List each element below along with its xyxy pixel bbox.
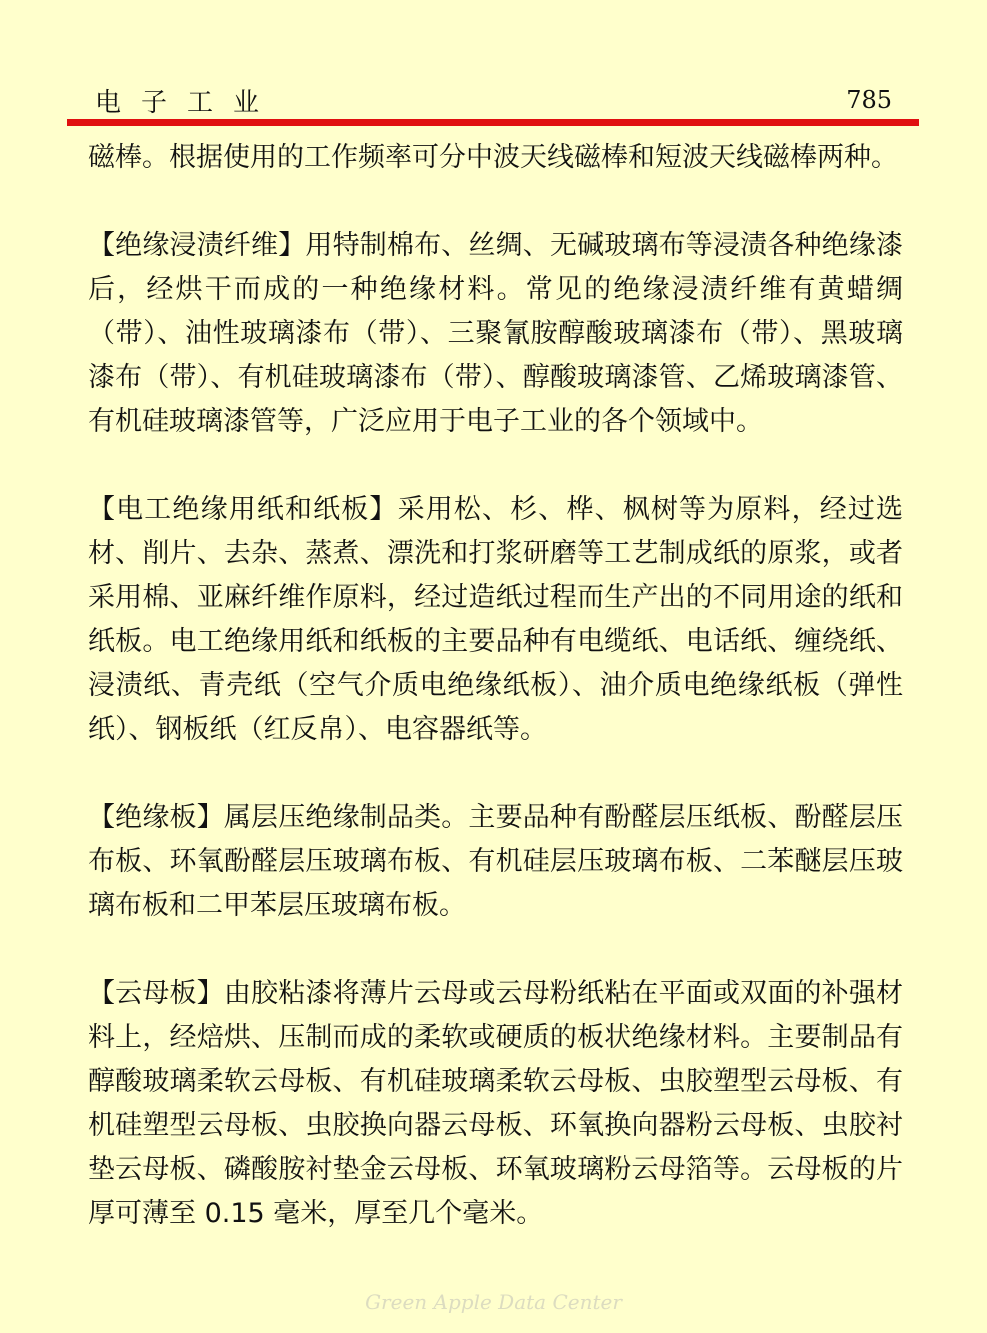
paragraph-continuation (88, 136, 903, 180)
entry-text: 用特制棉布、丝绸、无碱玻璃布等浸渍各种绝缘漆后，经烘干而成的一种绝缘材料。常见的绝缘浸渍纤维有黄蜡绸（带）、油性玻璃漆布（带）、三聚氰胺醇酸玻璃漆布（带）、黑玻璃漆布（带）、有机硅玻璃漆布（带）、醇酸玻璃漆管、乙烯玻璃漆管、有机硅玻璃漆管等，广泛应用于电子工业的各个领域中。 (88, 230, 904, 437)
entry-term: 【绝缘板】 (88, 802, 224, 833)
paragraph-text: 磁棒。根据使用的工作频率可分中波天线磁棒和短波天线磁棒两种。 (88, 142, 898, 173)
running-header (95, 82, 892, 116)
entry-mica-board (88, 972, 903, 1236)
page-body (88, 136, 903, 1280)
entry-text: 由胶粘漆将薄片云母或云母粉纸粘在平面或双面的补强材料上，经焙烘、压制而成的柔软或硬质的板状绝缘材料。主要制品有醇酸玻璃柔软云母板、有机硅玻璃柔软云母板、虫胶塑型云母板、有机硅塑型云母板、虫胶换向器云母板、环氧换向器粉云母板、虫胶衬垫云母板、磷酸胺衬垫金云母板、环氧玻璃粉云母箔等。云母板的片厚可薄至 0.15 毫米，厚至几个毫米。 (88, 978, 904, 1229)
entry-insulating-board (88, 796, 903, 928)
entry-term: 【云母板】 (88, 978, 224, 1009)
watermark: Green Apple Data Center (365, 1290, 622, 1314)
page-number: 785 (846, 86, 892, 114)
entry-insulating-paper-and-board (88, 488, 903, 752)
header-divider (67, 119, 919, 126)
entry-term: 【电工绝缘用纸和纸板】 (88, 494, 398, 525)
entry-insulating-impregnated-fiber (88, 224, 903, 444)
header-title: 电子工业 (95, 88, 280, 118)
entry-text: 属层压绝缘制品类。主要品种有酚醛层压纸板、酚醛层压布板、环氧酚醛层压玻璃布板、有机硅层压玻璃布板、二苯醚层压玻璃布板和二甲苯层压玻璃布板。 (88, 802, 904, 921)
entry-text: 采用松、杉、桦、枫树等为原料，经过选材、削片、去杂、蒸煮、漂洗和打浆研磨等工艺制成纸的原浆，或者采用棉、亚麻纤维作原料，经过造纸过程而生产出的不同用途的纸和纸板。电工绝缘用纸和纸板的主要品种有电缆纸、电话纸、缠绕纸、浸渍纸、青壳纸（空气介质电绝缘纸板）、油介质电绝缘纸板（弹性纸）、钢板纸（红反帛）、电容器纸等。 (88, 494, 904, 745)
entry-term: 【绝缘浸渍纤维】 (88, 230, 306, 261)
